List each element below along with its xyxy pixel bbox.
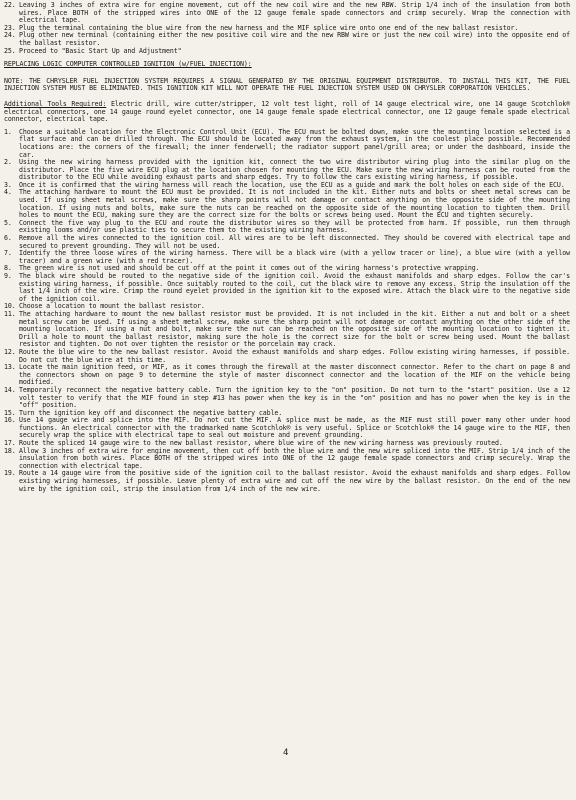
install-step-text: Connect the five way plug to the ECU and route the distributor wires so they will be protected from harm. If possible, run them through existing looms and/or use plastic ties to secure them to the existing wiring harness.: [19, 218, 570, 235]
continued-step-number: 25.: [4, 46, 16, 55]
install-step-item: [4, 159, 570, 182]
install-step-number: 2.: [4, 158, 12, 167]
install-step-text: The black wire should be routed to the negative side of the ignition coil. Avoid the exhaust manifolds and sharp edges. Follow the car's existing wiring harness, if possible. Once suitably routed to the coil, cut the black wire to remove any excess. Strip the insulation off the last 1/4 inch of the wire. Crimp the round eyelet provided in the ignition kit to the exposed wire. Attach the black wire to the negative side of the ignition coil.: [19, 272, 570, 303]
tools-text: Electric drill, wire cutter/stripper, 12 volt test light, roll of 14 gauge electrical wire, one 14 gauge Scotchlok® electrical connectors, one 14 gauge round eyelet connector, one 14 gauge female spade electrical connector, one 12 gauge female spade electrical connector, electrical tape.: [4, 99, 570, 124]
install-step-text: The attaching hardware to mount the new ballast resistor must be provided. It is not included in the kit. Either a nut and bolt or a sheet metal screw can be used. If using a sheet metal screw, make sure the sharp point will not damage or contact anything on the other side of the mounting location. If using a nut and bolt, make sure the nut can be reached on the opposite side of the mounting location to tighten it. Drill a hole to mount the ballast resistor, making sure the hole is the correct size for the bolt or screw being used. Mount the ballast resistor and tighten. Do not over tighten the resistor or the porcelain may crack.: [19, 309, 570, 349]
install-step-number: 19.: [4, 469, 16, 478]
continued-step-text: Plug the terminal containing the blue wire from the new harness and the MIF splice wire onto one end of the new ballast resistor.: [19, 23, 519, 32]
install-step-number: 18.: [4, 446, 16, 455]
install-step-number: 11.: [4, 309, 16, 318]
install-step-number: 14.: [4, 385, 16, 394]
install-step-item: [4, 220, 570, 235]
install-step-text: Allow 3 inches of extra wire for engine movement, then cut off both the blue wire and the new wire spliced into the MIF. Strip 1/4 inch of the insulation from both wires. Place BOTH of the stripped wires into ONE of the 12 gauge female spade connectors and crimp securely. Wrap the connection with electrical tape.: [19, 446, 570, 470]
install-step-text: Locate the main ignition feed, or MIF, as it comes through the firewall at the master disconnect connector. Refer to the chart on page 8 and the connectors shown on page 9 to determine the style of master disconnect connector and the location of the MIF on the vehicle being modified.: [19, 363, 570, 387]
continued-step-text: Leaving 3 inches of extra wire for engine movement, cut off the new coil wire and the new RBW. Strip 1/4 inch of the insulation from both wires. Place BOTH of the stripped wires into ONE of the 12 gauge female spade connectors and crimp securely. Wrap the connection with electrical tape.: [19, 1, 570, 25]
tools-label: Additional Tools Required:: [4, 99, 107, 108]
tools-paragraph: [4, 101, 570, 124]
install-step-text: Route the blue wire to the new ballast resistor. Avoid the exhaust manifolds and sharp edges. Follow existing wiring harnesses, if possible. Do not cut the blue wire at this time.: [19, 347, 570, 364]
install-step-text: Turn the ignition key off and disconnect the negative battery cable.: [19, 408, 283, 417]
install-step-number: 4.: [4, 188, 12, 197]
install-step-text: Temporarily reconnect the negative battery cable. Turn the ignition key to the "on" position. Do not turn to the "start" position. Use a 12 volt tester to verify that the MIF found in step #13 has power when the key is in the "on" position and has no power when the key is in the "off" position.: [19, 385, 570, 410]
install-step-number: 9.: [4, 272, 12, 280]
page-number: 4: [283, 748, 289, 758]
install-step-item: [4, 387, 570, 410]
continued-step-text: Plug other new terminal (containing either the new positive coil wire and the new RBW wire or just the new coil wire) into the opposite end of the ballast resistor.: [19, 31, 570, 47]
install-step-text: Identify the three loose wires of the wiring harness. There will be a black wire (with a yellow tracer or line), a blue wire (with a yellow tracer) and a green wire (with a red tracer).: [19, 249, 570, 265]
install-step-number: 13.: [4, 363, 16, 372]
install-step-item: [4, 129, 570, 159]
install-step-text: Using the new wiring harness provided with the ignition kit, connect the two wire distributor wiring plug into the similar plug on the distributor. Place the five wire ECU plug at the location chosen for mounting the ECU. Make sure the new wiring harness can be routed from the distributor to the ECU while avoiding exhaust parts and sharp edges. Try to follow the cars existing wiring harness, if possible.: [19, 158, 570, 182]
install-step-item: [4, 417, 570, 440]
install-step-text: The attaching hardware to mount the ECU must be provided. It is not included in the kit. Either nuts and bolts or sheet metal screws can be used. If using sheet metal screws, make sure the sharp points will not damage or contact anything on the opposite side of the mounting location. If using nuts and bolts, make sure the nuts can be reached on the opposite side of the mounting location to tighten them. Drill holes to mount the ECU, making sure they are the correct size for the bolts or screws being used. Mount the ECU and tighten securely.: [19, 188, 570, 220]
continued-step-number: 22.: [4, 1, 16, 9]
continued-step-item: [4, 2, 570, 25]
install-step-text: Once it is confirmed that the wiring harness will reach the location, use the ECU as a guide and mark the bolt holes on each side of the ECU.: [19, 180, 565, 189]
install-step-number: 5.: [4, 218, 12, 227]
install-step-item: [4, 448, 570, 471]
continued-step-item: [4, 48, 570, 56]
install-step-number: 6.: [4, 234, 12, 243]
install-step-number: 10.: [4, 302, 16, 311]
continued-step-item: [4, 32, 570, 47]
section-heading: REPLACING LOGIC COMPUTER CONTROLLED IGNITION (w/FUEL INJECTION):: [4, 60, 252, 69]
install-step-number: 17.: [4, 439, 16, 448]
continued-step-text: Proceed to "Basic Start Up and Adjustment": [19, 46, 182, 55]
install-step-item: [4, 189, 570, 219]
continued-step-number: 23.: [4, 23, 16, 32]
install-step-item: [4, 235, 570, 250]
install-step-number: 8.: [4, 264, 12, 273]
install-step-item: [4, 311, 570, 349]
install-step-item: [4, 364, 570, 387]
install-step-item: [4, 250, 570, 265]
continued-steps: [4, 2, 570, 55]
install-step-text: Remove all the wires connected to the ignition coil. All wires are to be left disconnected. They should be covered with electrical tape and secured to prevent grounding. They will not be used.: [19, 234, 570, 250]
install-step-text: Route the spliced 14 gauge wire to the new ballast resistor, where blue wire of the new wiring harness was previously routed.: [19, 439, 503, 448]
install-step-text: Choose a location to mount the ballast resistor.: [19, 302, 205, 311]
install-step-number: 1.: [4, 127, 12, 136]
install-step-text: Use 14 gauge wire and splice into the MIF. Do not cut the MIF. A splice must be made, as the MIF must still power many other under hood functions. An electrical connector with the tradmarked name Scotchlok® is very useful. Splice or Scotchlok® the 14 gauge wire to the MIF, then securely wrap the splice with electrical tape to seal out moisture and prevent grounding.: [19, 416, 570, 440]
install-step-text: The green wire is not used and should be cut off at the point it comes out of the wiring harness's protective wrapping.: [19, 264, 480, 273]
note-paragraph: NOTE: THE CHRYSLER FUEL INJECTION SYSTEM REQUIRES A SIGNAL GENERATED BY THE ORIGINAL EQUIPMENT DISTRIBUTOR. TO INSTALL THIS KIT, THE FUEL INJECTION SYSTEM MUST BE ELIMINATED. THIS IGNITION KIT WILL NOT OPERATE THE FUEL INJECTION SYSTEM USED ON CHRYSLER CORPORATION VEHICLES.: [4, 76, 570, 93]
install-step-number: 3.: [4, 180, 12, 189]
install-step-item: [4, 273, 570, 303]
continued-step-number: 24.: [4, 31, 16, 40]
install-step-number: 16.: [4, 416, 16, 425]
install-step-number: 7.: [4, 249, 12, 258]
install-step-number: 12.: [4, 347, 16, 356]
install-step-item: [4, 349, 570, 364]
install-step-text: Choose a suitable location for the Electronic Control Unit (ECU). The ECU must be bolted down, make sure the mounting location selected is a flat surface and can be drilled through. The ECU should be located away from the exhaust system, in the coolest place possible. Recommended locations are: the corners of the firewall; the inner fenderwell; the radiator support panel/grill area; or under the dashboard, inside the car.: [19, 127, 570, 159]
install-step-item: [4, 470, 570, 493]
steps-list: [4, 129, 570, 494]
install-step-text: Route a 14 gauge wire from the positive side of the ignition coil to the ballast resistor. Avoid the exhaust manifolds and sharp edges. Follow existing wiring harnesses, if possible. Leave plenty of extra wire and cut off the new wire by the ballast resistor. On the end of the new wire by the ignition coil, strip the insulation from 1/4 inch of the new wire.: [19, 469, 570, 493]
install-step-number: 15.: [4, 408, 16, 417]
